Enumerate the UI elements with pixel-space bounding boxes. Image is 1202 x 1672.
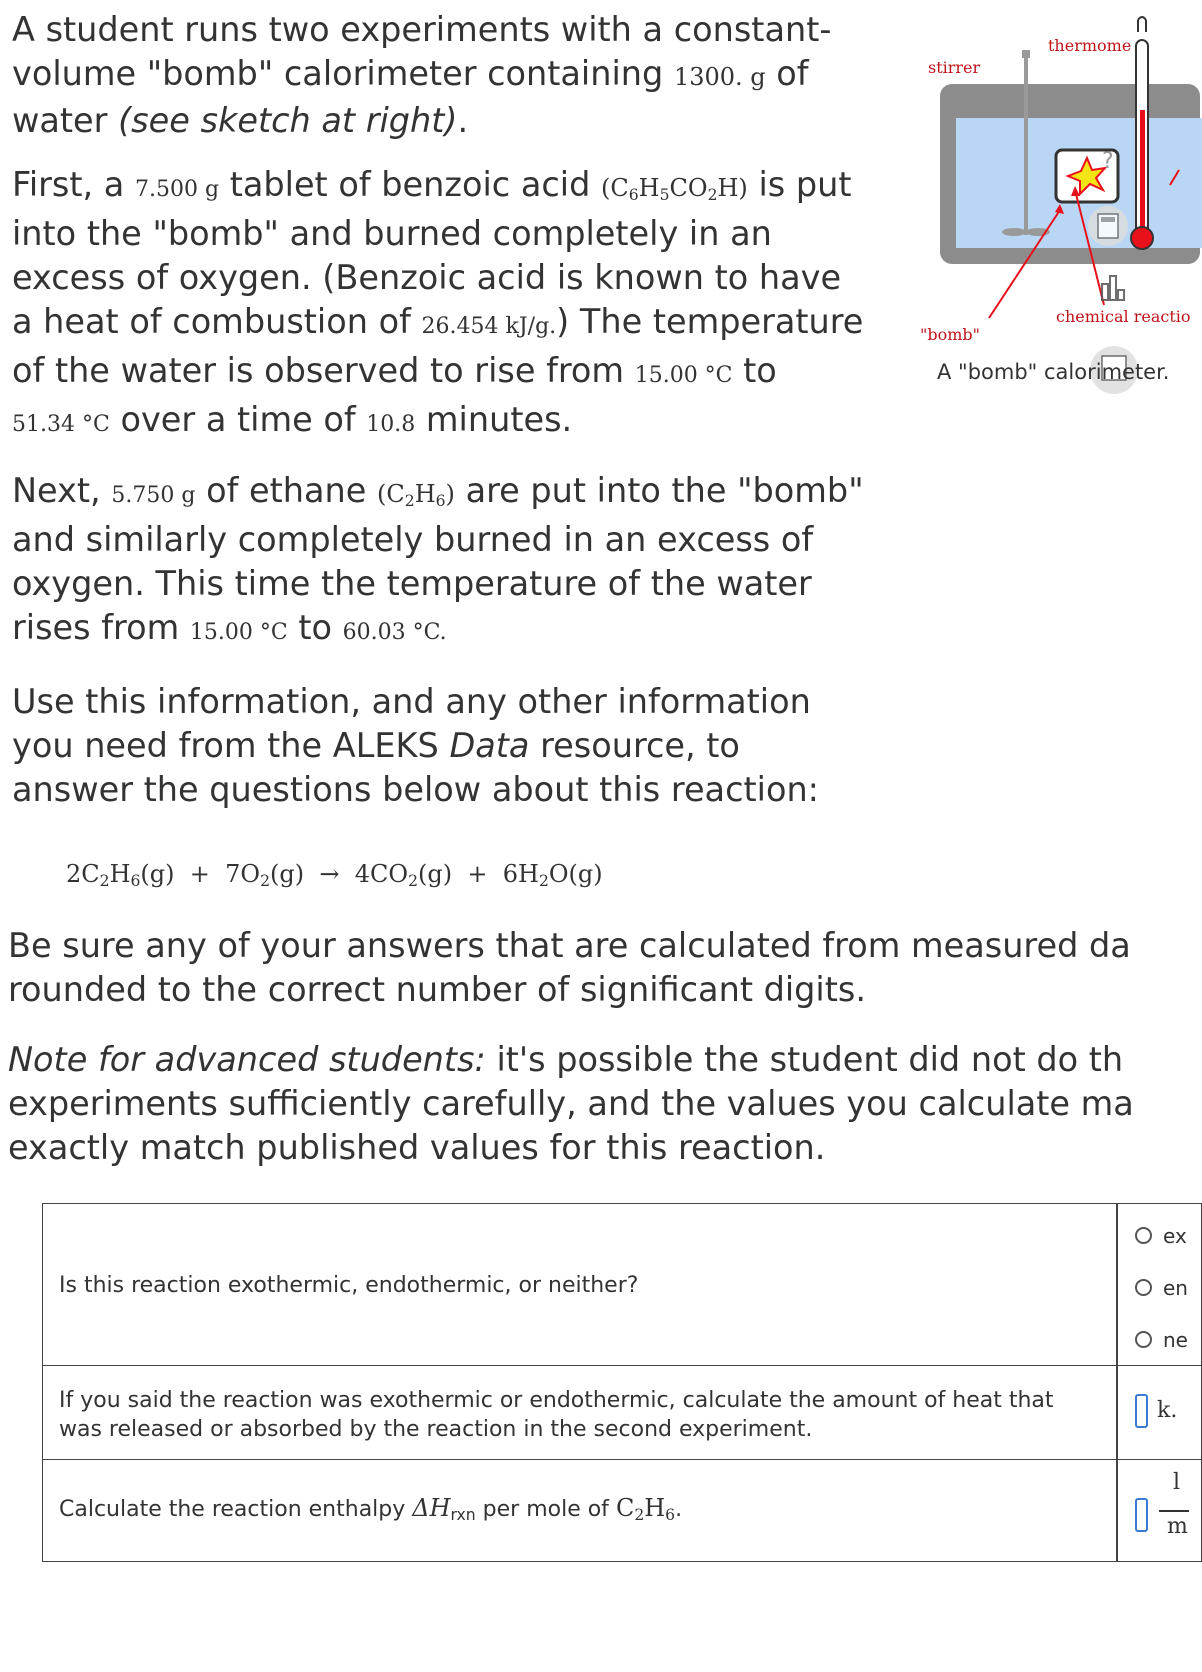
intro-paragraph bbox=[12, 8, 912, 143]
first-text-7: to bbox=[743, 351, 777, 390]
advanced-note-label: Note for advanced students: bbox=[8, 1040, 486, 1079]
advanced-note-line-2: experiments sufficiently carefully, and the values you calculate ma bbox=[8, 1084, 1134, 1123]
radio-exothermic[interactable] bbox=[1135, 1227, 1152, 1244]
sigfig-line-2: rounded to the correct number of significant digits. bbox=[8, 970, 866, 1009]
radio-endothermic-label: en bbox=[1163, 1276, 1188, 1300]
intro-text-2: volume "bomb" calorimeter containing bbox=[12, 54, 664, 93]
second-experiment-paragraph bbox=[12, 469, 932, 655]
second-line-2: and similarly completely burned in an excess of bbox=[12, 520, 814, 559]
radio-neither-label: ne bbox=[1163, 1328, 1188, 1352]
intro-period: . bbox=[457, 101, 469, 140]
calorimeter-sketch bbox=[920, 0, 1191, 390]
first-text-1: First, a bbox=[12, 165, 125, 204]
enthalpy-unit-bottom: m bbox=[1167, 1514, 1188, 1539]
reaction-label: chemical reactio bbox=[1056, 307, 1191, 326]
question-row-1 bbox=[43, 1204, 1201, 1366]
first-line-2: into the "bomb" and burned completely in an bbox=[12, 214, 772, 253]
enthalpy-unit-top: l bbox=[1173, 1470, 1181, 1495]
first-temp-start: 15.00 °C bbox=[634, 363, 733, 388]
second-text-3: are put into the "bomb" bbox=[465, 471, 864, 510]
second-line-3: oxygen. This time the temperature of the water bbox=[12, 564, 812, 603]
water-mass: 1300. g bbox=[673, 63, 766, 91]
use-info-paragraph bbox=[12, 680, 932, 812]
first-temp-end: 51.34 °C bbox=[12, 412, 110, 437]
svg-text:?: ? bbox=[1102, 149, 1114, 174]
intro-sketch-ref: (see sketch at right) bbox=[118, 101, 458, 140]
intro-text-3: of bbox=[776, 54, 809, 93]
second-text-2: of ethane bbox=[206, 471, 367, 510]
second-temp-start: 15.00 °C bbox=[189, 620, 288, 645]
question-2-text: If you said the reaction was exothermic or endothermic, calculate the amount of heat that was released or absorbed by the reaction in the second experiment. bbox=[59, 1388, 1054, 1442]
radio-neither[interactable] bbox=[1135, 1331, 1152, 1348]
intro-text-4: water bbox=[12, 101, 108, 140]
intro-text-1: A student runs two experiments with a constant- bbox=[12, 10, 832, 49]
first-line-3: excess of oxygen. (Benzoic acid is known to have bbox=[12, 258, 842, 297]
use-info-text-1: you need from the ALEKS bbox=[12, 726, 439, 765]
question-1-text: Is this reaction exothermic, endothermic, or neither? bbox=[59, 1273, 639, 1298]
use-info-line-1: Use this information, and any other information bbox=[12, 682, 811, 721]
sigfig-line-1: Be sure any of your answers that are calculated from measured da bbox=[8, 926, 1131, 965]
question-row-2 bbox=[43, 1366, 1201, 1460]
use-info-text-2: resource, to bbox=[540, 726, 740, 765]
figure-caption: A "bomb" calorimeter. bbox=[937, 360, 1170, 384]
thermometer-label: thermome bbox=[1048, 36, 1132, 55]
first-text-5: ) The temperature bbox=[556, 302, 864, 341]
advanced-note bbox=[8, 1038, 1134, 1170]
stirrer-blade bbox=[1002, 228, 1026, 236]
stirrer-rod bbox=[1024, 50, 1028, 235]
enthalpy-unit-fraction-bar bbox=[1159, 1510, 1189, 1512]
ethane-mass: 5.750 g bbox=[111, 483, 196, 508]
calculator-icon bbox=[1088, 206, 1128, 246]
second-text-1: Next, bbox=[12, 471, 101, 510]
first-text-3: is put bbox=[758, 165, 852, 204]
use-info-line-3: answer the questions below about this reaction: bbox=[12, 770, 819, 809]
ethane-formula: $(C_2H_6)$ bbox=[377, 480, 455, 510]
advanced-note-text-1: it's possible the student did not do th bbox=[496, 1040, 1124, 1079]
second-text-4: rises from bbox=[12, 608, 180, 647]
advanced-note-line-3: exactly match published values for this reaction. bbox=[8, 1128, 826, 1167]
sigfig-note bbox=[8, 924, 1131, 1012]
tablet-mass: 7.500 g bbox=[134, 177, 220, 202]
radio-endothermic[interactable] bbox=[1135, 1279, 1152, 1296]
enthalpy-input[interactable] bbox=[1135, 1498, 1148, 1532]
reaction-equation: $2C_2H_6(g) + 7O_2(g) \to 4CO_2(g) + 6H_2O(g)$ bbox=[66, 860, 603, 890]
questions-table bbox=[42, 1203, 1202, 1562]
reaction-arrow: → bbox=[319, 860, 340, 888]
calorimeter-figure bbox=[920, 0, 1191, 390]
first-text-6: of the water is observed to rise from bbox=[12, 351, 625, 390]
data-resource-link[interactable]: Data bbox=[449, 726, 530, 765]
first-text-2: tablet of benzoic acid bbox=[229, 165, 591, 204]
heat-of-combustion: 26.454 kJ/g. bbox=[421, 314, 557, 339]
second-temp-end: 60.03 °C. bbox=[342, 620, 447, 645]
heat-input[interactable] bbox=[1135, 1394, 1148, 1428]
heat-unit: k. bbox=[1157, 1398, 1178, 1423]
first-time: 10.8 bbox=[366, 412, 416, 437]
first-text-8: over a time of bbox=[120, 400, 356, 439]
first-text-9: minutes. bbox=[425, 400, 573, 439]
question-row-3 bbox=[43, 1460, 1201, 1563]
benzoic-acid-formula: $(C_6H_5CO_2H)$ bbox=[601, 174, 748, 204]
bomb-label: "bomb" bbox=[920, 325, 981, 344]
chart-icon bbox=[1102, 276, 1124, 300]
first-text-4: a heat of combustion of bbox=[12, 302, 411, 341]
stirrer-label: stirrer bbox=[928, 58, 981, 77]
radio-exothermic-label: ex bbox=[1163, 1224, 1187, 1248]
question-3-text: Calculate the reaction enthalpy $\Delta H_{rxn}$ per mole of $C_2H_6$. bbox=[59, 1494, 683, 1524]
second-text-5: to bbox=[298, 608, 332, 647]
first-experiment-paragraph bbox=[12, 163, 932, 447]
